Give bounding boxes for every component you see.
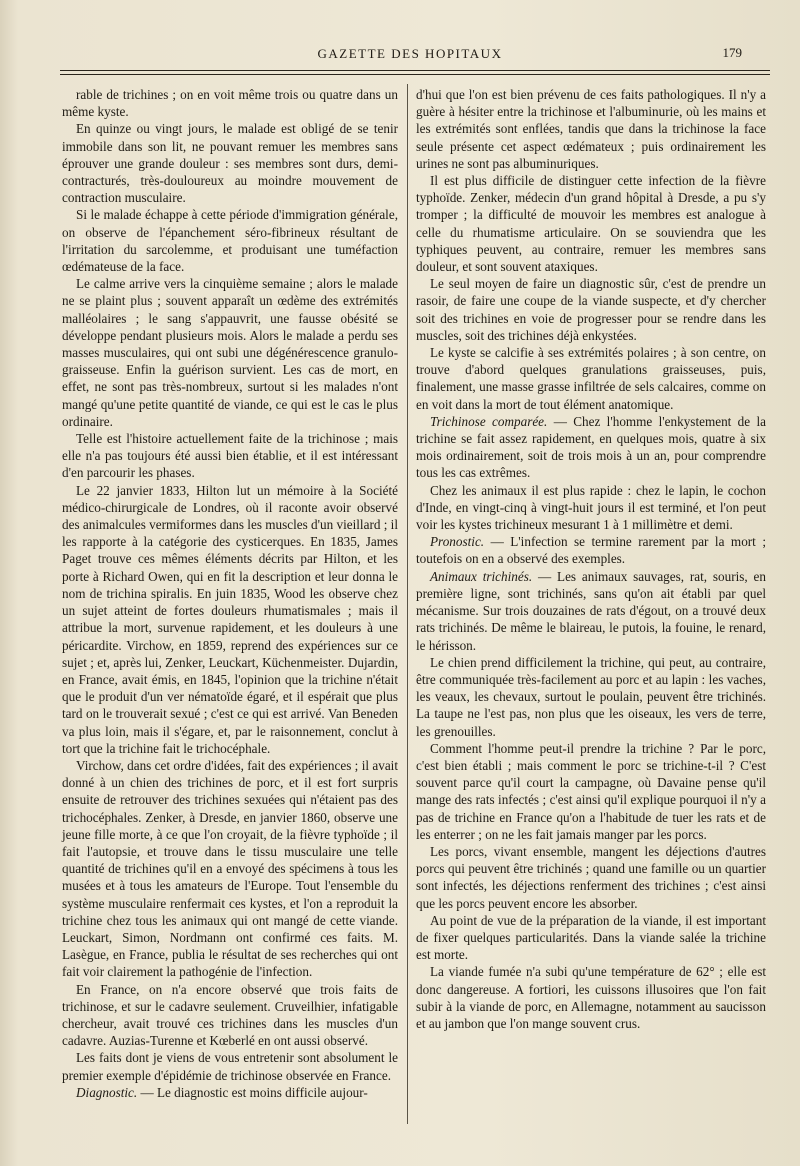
page-number: 179 [722, 45, 742, 60]
paragraph-text: — Chez l'homme l'enkystement de la trichine se fait assez rapidement, en quelques mois, quatre à six mois ordinairement, soit de trois mois à un an, pour comprendre tous les cas extrêmes. [416, 413, 766, 481]
header-rule-thin [60, 74, 770, 75]
paragraph-text: — Les animaux sauvages, rat, souris, en première ligne, sont trichinés, sans qu'on ait établi par quel mécanisme. Sur trois douzaines de rats d'égout, on a trouvé deux rats trichinés. De même le blaireau, le putois, la fouine, le renard, le hérisson. [416, 568, 767, 653]
paragraph [416, 843, 766, 912]
paragraph-text: Il est plus difficile de distinguer cette infection de la fièvre typhoïde. Zenker, médecin d'un grand hôpital à Dresde, a pu s'y tromper ; la difficulté de mouvoir les membres est analogue à celle du rhumatisme articulaire. On se souviendra que les typhiques peuvent, au contraire, remuer les membres sans douleur, et sont souvent ataxiques. [416, 173, 766, 275]
paragraph [62, 120, 398, 206]
paragraph-text: Au point de vue de la préparation de la viande, il est important de fixer quelques particularités. Dans la viande salée la trichine est morte. [416, 912, 766, 963]
paragraph [416, 568, 766, 654]
header-rule [60, 70, 770, 71]
paragraph-text: Le seul moyen de faire un diagnostic sûr, c'est de prendre un rasoir, de faire une coupe de la viande suspecte, et d'y chercher soit des trichines en voie de progresser pour se rendre dans les muscles, soit des trichines déjà enkystées. [416, 276, 766, 343]
paragraph [416, 654, 766, 740]
paragraph [62, 482, 398, 757]
paragraph [416, 963, 766, 1032]
paragraph [62, 430, 398, 482]
right-column [416, 86, 766, 1032]
paragraph-text: La viande fumée n'a subi qu'une température de 62° ; elle est donc dangereuse. A fortiori, les cuissons illusoires que l'on fait subir à la viande de porc, en Allemagne, notamment au saucisson et au jambon que l'on mange souvent crus. [416, 964, 766, 1031]
paragraph-text: Virchow, dans cet ordre d'idées, fait des expériences ; il avait donné à un chien des trichines de porc, et il est fort surpris ensuite de retrouver des trichines sexuées qui n'étaient pas des trichocéphales. Zenker, à Dresde, en janvier 1860, observe une jeune fille morte, à ce que l'on croyait, de la fièvre typhoïde ; il fait l'autopsie, et trouve dans le tissu musculaire une telle quantité de trichines qu'il en a envoyé des spécimens à tous les musées et à tous les amateurs de l'Europe. Tout l'ensemble du système musculaire renfermait ces kystes, et l'on a reproduit la trichine chez tous les animaux qui ont mangé de cette viande. Leuckart, Simon, Nordmann ont confirmé ces faits. M. Lasègue, en France, publia le résultat de ses recherches qui ont fait voir clairement la pathogénie de l'infection. [62, 757, 398, 980]
paragraph-text: d'hui que l'on est bien prévenu de ces faits pathologiques. Il n'y a guère à hésiter entre la trichinose et l'albuminurie, où les mains et les extrémités sont enflées, tandis que dans la trichinose la face seule présente cet aspect œdémateux ; puis ordinairement les urines ne sont pas albuminuriques. [416, 87, 766, 171]
paragraph [62, 1084, 398, 1101]
paragraph-text: — L'infection se termine rarement par la mort ; toutefois on en a observé des exemples. [416, 534, 766, 567]
paragraph [62, 86, 398, 120]
paragraph [62, 981, 398, 1050]
paragraph [416, 413, 766, 482]
left-column [62, 86, 398, 1101]
paragraph [62, 757, 398, 981]
paragraph [416, 172, 766, 275]
paragraph-text: En France, on n'a encore observé que trois faits de trichinose, et sur le cadavre seulement. Cruveilhier, infatigable chercheur, avait trouvé ces trichines dans les muscles d'un cadavre. Auzias-Turenne et Kœberlé en ont aussi observé. [62, 981, 398, 1049]
page-header [40, 40, 780, 66]
paragraph [416, 912, 766, 964]
paragraph [416, 533, 766, 567]
column-divider [407, 84, 408, 1124]
section-lead: Trichinose comparée. [430, 413, 548, 429]
paragraph-text: Le kyste se calcifie à ses extrémités polaires ; à son centre, on trouve d'abord quelques granulations graisseuses, puis, finalement, une masse grasse infiltrée de sels calcaires, comme on en voit dans la mort de tout élément anatomique. [416, 345, 766, 412]
paragraph-text: Comment l'homme peut-il prendre la trichine ? Par le porc, c'est bien établi ; mais comment le porc se trichine-t-il ? C'est souvent parce qu'il court la campagne, où Davaine pense qu'il mange des rats infectés ; c'est ainsi qu'il explique pourquoi il n'y a pas de trichine en France qu'on a l'habitude de tuer les rats et de les enterrer ; on ne les fait jamais manger par les porcs. [416, 740, 766, 842]
paragraph-text: — Le diagnostic est moins difficile aujour- [137, 1084, 368, 1100]
paragraph-text: rable de trichines ; on en voit même trois ou quatre dans un même kyste. [62, 87, 398, 120]
paragraph-text: Les porcs, vivant ensemble, mangent les déjections d'autres porcs qui peuvent être trichinés ; quand une famille ou un quartier sont infectés, les déjections renferment des trichines ; c'est ainsi que les porcs peuvent encore les absorber. [416, 843, 766, 911]
paragraph-text: En quinze ou vingt jours, le malade est obligé de se tenir immobile dans son lit, ne pouvant remuer les membres sans éprouver une grande douleur : ses membres sont durs, demi-contracturés, très-douloureux au moindre mouvement de contraction musculaire. [62, 121, 398, 206]
paragraph [416, 275, 766, 344]
paragraph-text: Si le malade échappe à cette période d'immigration générale, on observe de l'épanchement séro-fibrineux résultant de l'irritation du sarcolemme, et produisant une tuméfaction œdémateuse de la face. [62, 207, 398, 275]
paragraph-text: Le chien prend difficilement la trichine, qui peut, au contraire, être communiquée très-facilement au porc et au lapin : les vaches, les veaux, les chevaux, surtout le poulain, peuvent être trichinés. La taupe ne l'est pas, non plus que les oiseaux, les vers de terre, les grenouilles. [416, 654, 766, 739]
paragraph [62, 206, 398, 275]
paragraph [416, 344, 766, 413]
section-lead: Diagnostic. [76, 1084, 138, 1100]
section-lead: Animaux trichinés. [430, 568, 533, 584]
paragraph [416, 482, 766, 534]
paragraph-text: Le calme arrive vers la cinquième semaine ; alors le malade ne se plaint plus ; souvent apparaît un œdème des extrémités malléolaires ; le sang s'appauvrit, une fausse obésité se développe pendant plusieurs mois. Alors le malade a perdu ses masses musculaires, qui ont subi une dégénérescence granulo-graisseuse. Enfin la guérison survient. Les cas de mort, en effet, ne sont pas très-nombreux, surtout si les malades n'ont mangé qu'une petite quantité de viande, ce qui est le cas le plus ordinaire. [62, 276, 398, 429]
paragraph-text: Les faits dont je viens de vous entretenir sont absolument le premier exemple d'épidémie de trichinose observée en France. [62, 1050, 398, 1083]
paragraph [62, 275, 398, 430]
paragraph [416, 86, 766, 172]
paragraph-text: Le 22 janvier 1833, Hilton lut un mémoire à la Société médico-chirurgicale de Londres, où il raconte avoir observé des animalcules vermiformes dans les muscles d'un vieillard ; il les rapporte à la catégorie des cysticerques. En 1835, James Paget trouve ces mêmes éléments décrits par Hilton, et les porte à Richard Owen, qui en fit la description et leur donna le nom de trichina spiralis. En juin 1835, Wood les observe chez un sujet atteint de fortes douleurs rhumatismales ; mais il attribue la mort, survenue rapidement, et les douleurs à une péricardite. Virchow, en 1859, reprend des expériences sur ce sujet ; et, après lui, Zenker, Leuckart, Küchenmeister. Dujardin, en France, avait émis, en 1845, l'opinion que la trichine n'était que le produit d'un ver nématoïde égaré, et il espérait que plus tard on le trouverait sexué ; c'est ce qui est arrivé. Van Beneden va plus loin, mais il s'égare, et, par le raisonnement, conclut à tort que la trichine fait le trichocéphale. [62, 482, 399, 756]
section-lead: Pronostic. [430, 534, 485, 550]
paragraph [416, 740, 766, 843]
paragraph-text: Chez les animaux il est plus rapide : chez le lapin, le cochon d'Inde, en vingt-cinq à vingt-huit jours il est terminé, et l'on peut voir les kystes trichineux mesurant 1 à 1 millimètre et demi. [416, 482, 766, 533]
paragraph [62, 1049, 398, 1083]
running-title: GAZETTE DES HOPITAUX [317, 46, 503, 61]
paragraph-text: Telle est l'histoire actuellement faite de la trichinose ; mais elle n'a pas toujours été aussi bien établie, et il est intéressant d'en parcourir les phases. [62, 431, 398, 481]
